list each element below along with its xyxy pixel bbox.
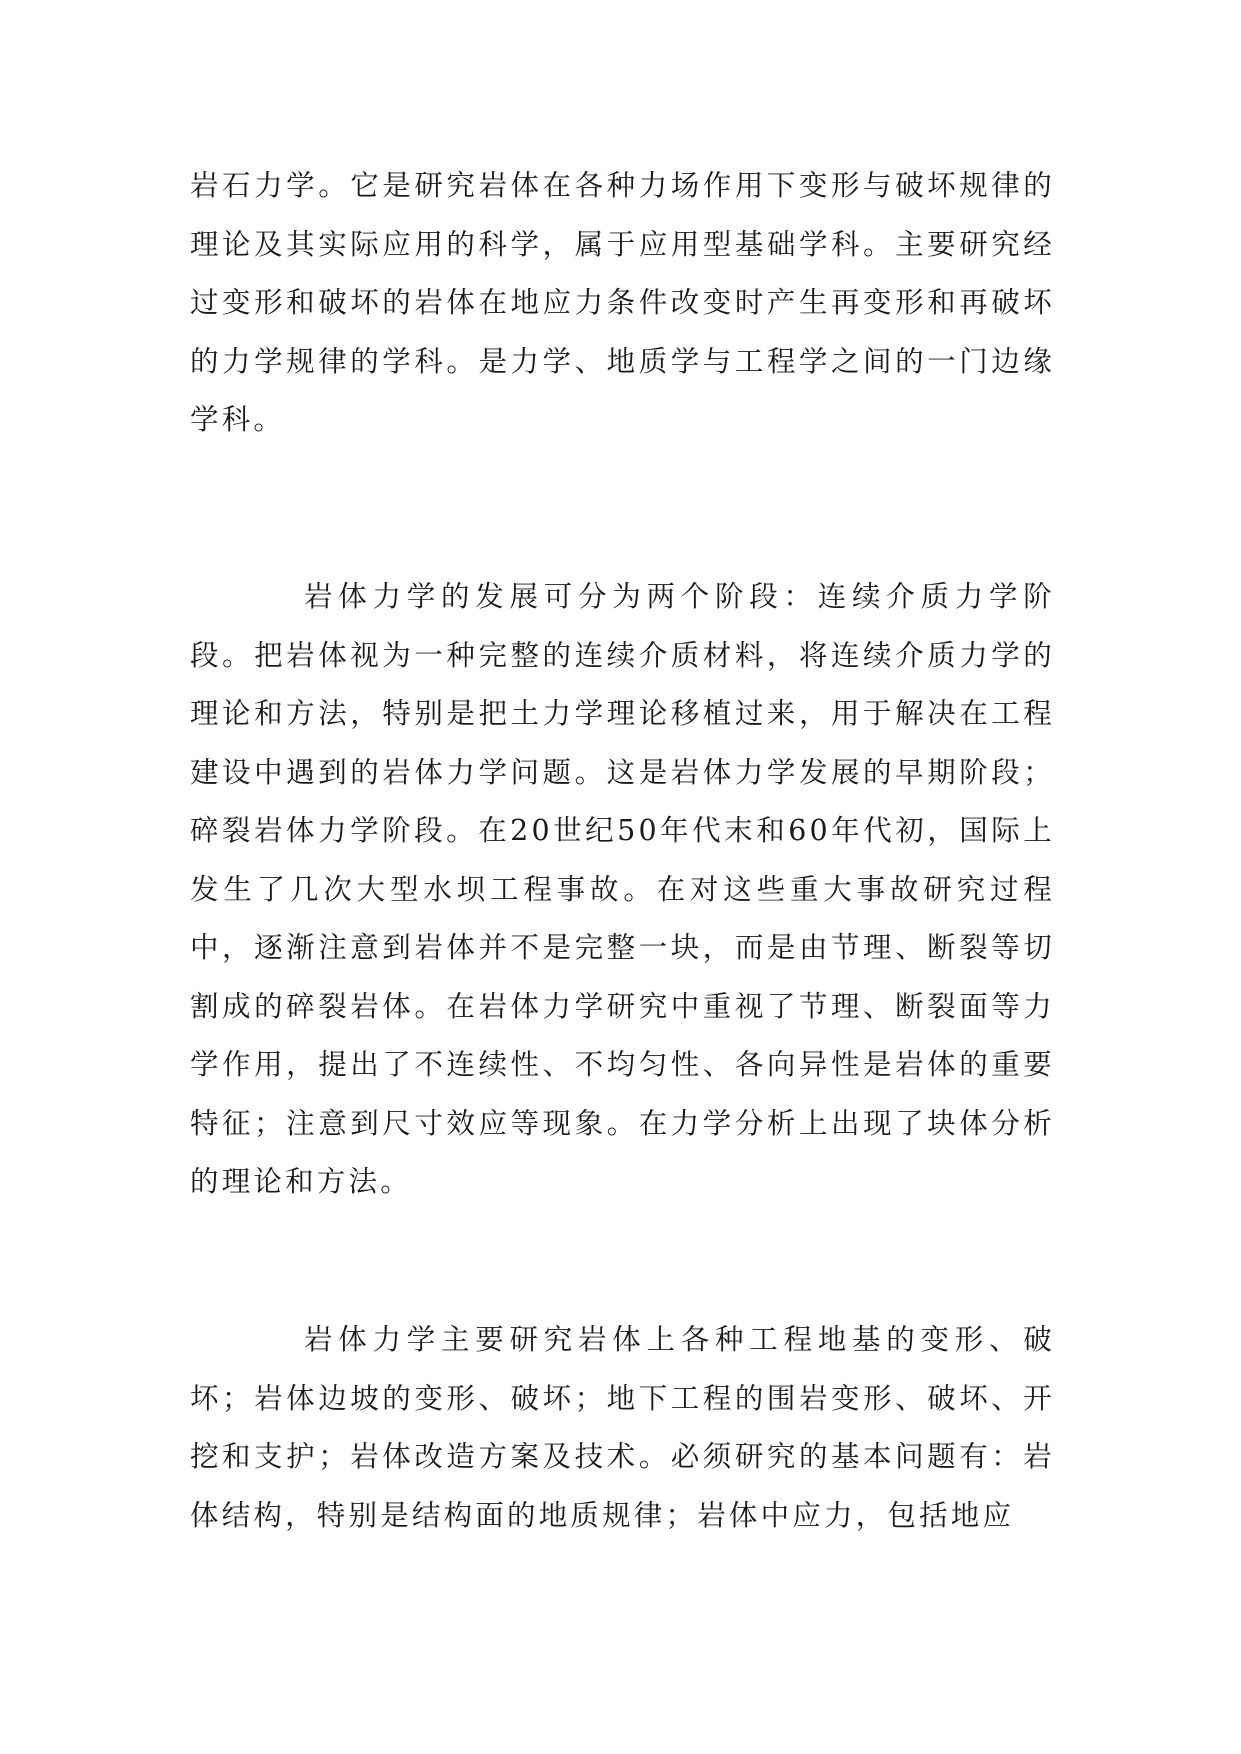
- paragraph-research-topics: 岩体力学主要研究岩体上各种工程地基的变形、破坏；岩体边坡的变形、破坏；地下工程的围岩变形、破坏、开挖和支护；岩体改造方案及技术。必须研究的基本问题有：岩体结构，特别是结构面的地质规律；岩体中应力，包括地应: [190, 1323, 1055, 1532]
- paragraph-development-stages: 岩体力学的发展可分为两个阶段：连续介质力学阶段。把岩体视为一种完整的连续介质材料，将连续介质力学的理论和方法，特别是把土力学理论移植过来，用于解决在工程建设中遇到的岩体力学问题。这是岩体力学发展的早期阶段；碎裂岩体力学阶段。在20世纪50年代末和60年代初，国际上发生了几次大型水坝工程事故。在对这些重大事故研究过程中，逐渐注意到岩体并不是完整一块，而是由节理、断裂等切割成的碎裂岩体。在岩体力学研究中重视了节理、断裂面等力学作用，提出了不连续性、不均匀性、各向异性是岩体的重要特征；注意到尺寸效应等现象。在力学分析上出现了块体分析的理论和方法。: [190, 580, 1055, 1198]
- paragraph-rock-mechanics-definition: 岩石力学。它是研究岩体在各种力场作用下变形与破坏规律的理论及其实际应用的科学，属于应用型基础学科。主要研究经过变形和破坏的岩体在地应力条件改变时产生再变形和再破坏的力学规律的学科。是力学、地质学与工程学之间的一门边缘学科。: [190, 169, 1055, 436]
